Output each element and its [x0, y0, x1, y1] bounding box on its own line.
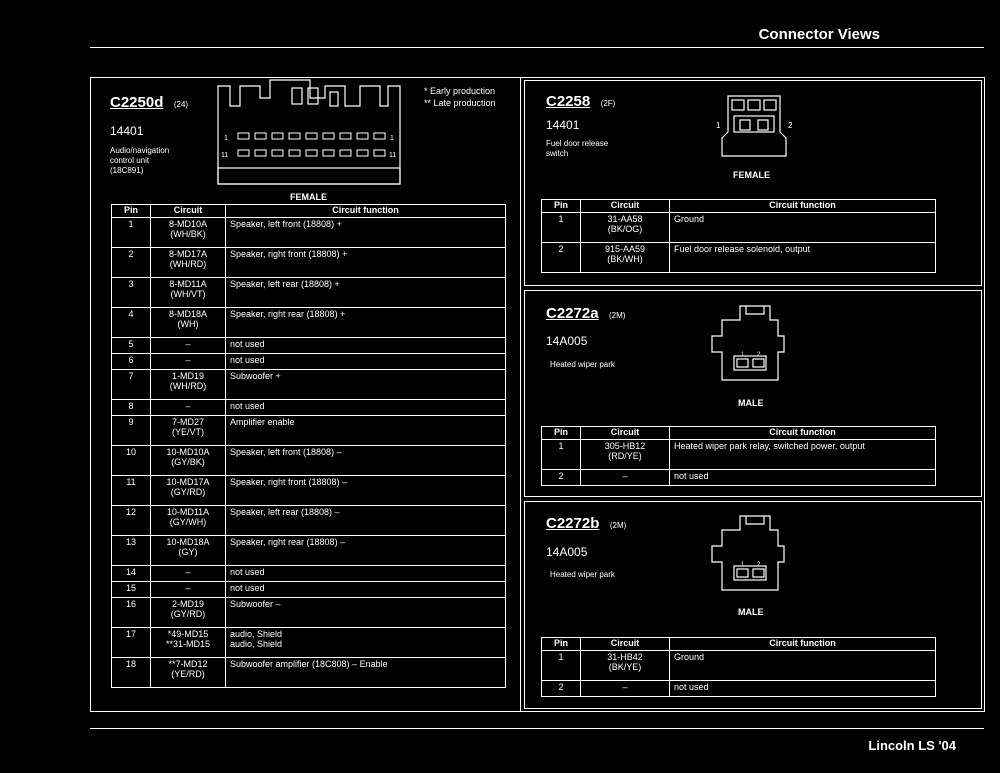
function-text: not used [230, 401, 265, 411]
col-function: Circuit function [670, 638, 936, 651]
circuit-cell [151, 598, 226, 628]
footer-model: Lincoln LS '04 [868, 738, 956, 753]
table-row [112, 628, 506, 658]
circuit-color: (WH/VT) [170, 289, 206, 299]
gender-label: FEMALE [733, 170, 770, 180]
circuit-id: – [185, 583, 191, 593]
legend-late: ** Late production [424, 98, 496, 108]
pin-cell: 5 [112, 338, 151, 354]
pin-cell: 1 [112, 218, 151, 248]
function-cell [226, 628, 506, 658]
function-cell [226, 400, 506, 416]
table-row [542, 470, 936, 486]
function-text: Heated wiper park relay, switched power, output [674, 441, 865, 451]
function-text: not used [674, 682, 709, 692]
function-cell [226, 658, 506, 688]
function-cell [226, 506, 506, 536]
table-row [112, 218, 506, 248]
function-cell [226, 476, 506, 506]
pin-cell: 18 [112, 658, 151, 688]
function-cell [226, 416, 506, 446]
desc-line: (18C891) [110, 166, 144, 175]
function-text: audio, Shield [230, 639, 283, 649]
table-row [112, 506, 506, 536]
circuit-id: – [622, 682, 628, 692]
circuit-id: *49-MD15 [167, 629, 209, 639]
function-cell [226, 370, 506, 400]
table-row [112, 658, 506, 688]
circuit-id: – [185, 339, 191, 349]
table-row [112, 598, 506, 628]
circuit-id: 8-MD17A [168, 249, 207, 259]
connector-c2272b-face [700, 512, 800, 602]
circuit-cell [581, 651, 670, 681]
function-cell [226, 536, 506, 566]
function-text: not used [230, 339, 265, 349]
circuit-cell [151, 446, 226, 476]
circuit-color: (GY/RD) [170, 487, 206, 497]
circuit-id: 8-MD18A [168, 309, 207, 319]
function-text: audio, Shield [230, 629, 283, 639]
circuit-cell [581, 470, 670, 486]
circuit-cell [151, 400, 226, 416]
pin-cell: 4 [112, 308, 151, 338]
circuit-cell [151, 248, 226, 278]
circuit-cell [151, 308, 226, 338]
function-text: Speaker, right front (18808) + [230, 249, 348, 259]
col-circuit: Circuit [581, 427, 670, 440]
circuit-color: (GY) [178, 547, 198, 557]
col-function: Circuit function [670, 200, 936, 213]
pin-cell: 15 [112, 582, 151, 598]
pin-cell: 12 [112, 506, 151, 536]
connector-c2258-face [712, 92, 798, 164]
desc-line: Fuel door release [546, 139, 609, 148]
table-row [112, 278, 506, 308]
function-text: not used [230, 567, 265, 577]
pin-cell: 2 [542, 470, 581, 486]
function-text: Speaker, left rear (18808) – [230, 507, 340, 517]
circuit-cell [151, 218, 226, 248]
circuit-id: 10-MD17A [166, 477, 210, 487]
part-number: 14401 [110, 124, 144, 138]
desc-line: switch [546, 149, 569, 158]
table-row [112, 536, 506, 566]
part-number: 14401 [546, 118, 580, 132]
pin-label: 1 [224, 135, 228, 142]
table-row [112, 248, 506, 278]
gender-label: MALE [738, 398, 764, 408]
function-text: Speaker, left front (18808) – [230, 447, 342, 457]
circuit-color: (WH/BK) [170, 229, 206, 239]
function-text: Amplifier enable [230, 417, 295, 427]
connector-suffix: (2M) [609, 311, 626, 320]
function-text: Ground [674, 652, 705, 662]
pin-cell: 16 [112, 598, 151, 628]
circuit-cell [151, 566, 226, 582]
pin-cell: 6 [112, 354, 151, 370]
circuit-cell [151, 370, 226, 400]
circuit-id: 305-HB12 [604, 441, 646, 451]
circuit-id: 7-MD27 [171, 417, 204, 427]
function-cell [670, 651, 936, 681]
circuit-color: (BK/YE) [608, 662, 642, 672]
function-cell [670, 440, 936, 470]
component-description: Heated wiper park [550, 360, 615, 369]
circuit-color: (WH/RD) [169, 381, 207, 391]
production-legend [424, 85, 496, 109]
function-cell [226, 308, 506, 338]
table-row [542, 213, 936, 243]
circuit-color: (GY/BK) [171, 457, 205, 467]
circuit-color: (RD/YE) [608, 451, 642, 461]
pin-cell: 17 [112, 628, 151, 658]
circuit-cell [151, 536, 226, 566]
circuit-color: (GY/WH) [169, 517, 207, 527]
col-circuit: Circuit [151, 205, 226, 218]
desc-line: Audio/navigation [110, 146, 170, 155]
part-number: 14A005 [546, 334, 588, 348]
circuit-cell [151, 338, 226, 354]
table-row [542, 440, 936, 470]
function-cell [226, 566, 506, 582]
table-row [112, 338, 506, 354]
table-row [112, 400, 506, 416]
pinout-table-c2272b [541, 637, 936, 697]
circuit-id: **7-MD12 [168, 659, 208, 669]
table-row [112, 370, 506, 400]
connector-id: C2272b [546, 515, 600, 532]
pin-label: 2 [757, 562, 761, 568]
function-text: Subwoofer – [230, 599, 281, 609]
pin-label: 11 [389, 152, 397, 159]
table-row [112, 308, 506, 338]
function-cell [226, 278, 506, 308]
table-row [542, 651, 936, 681]
circuit-id: 10-MD18A [166, 537, 210, 547]
connector-c2258-header [546, 93, 615, 111]
table-row [112, 582, 506, 598]
pinout-table-c2258 [541, 199, 936, 273]
circuit-id: 10-MD10A [166, 447, 210, 457]
function-cell [226, 446, 506, 476]
page-title: Connector Views [758, 26, 880, 43]
footer-rule [90, 728, 984, 729]
table-row [542, 681, 936, 697]
circuit-color: (GY/RD) [170, 609, 206, 619]
connector-c2272b-header [546, 515, 626, 533]
circuit-id: 2-MD19 [171, 599, 204, 609]
table-row [112, 446, 506, 476]
pin-label: 1 [741, 562, 745, 568]
col-function: Circuit function [226, 205, 506, 218]
pin-cell: 11 [112, 476, 151, 506]
pinout-table-c2272a [541, 426, 936, 486]
connector-suffix: (2M) [609, 521, 627, 530]
pin-cell: 10 [112, 446, 151, 476]
circuit-cell [581, 440, 670, 470]
circuit-color: (WH/RD) [169, 259, 207, 269]
table-row [542, 243, 936, 273]
pin-cell: 3 [112, 278, 151, 308]
pin-cell: 2 [542, 681, 581, 697]
function-text: Subwoofer + [230, 371, 281, 381]
function-cell [226, 218, 506, 248]
connector-c2250d-face [210, 78, 410, 190]
pin-cell: 8 [112, 400, 151, 416]
function-text: Fuel door release solenoid, output [674, 244, 811, 254]
component-description [110, 146, 169, 176]
connector-id: C2250d [110, 94, 164, 111]
pin-cell: 7 [112, 370, 151, 400]
circuit-color: (BK/OG) [607, 224, 643, 234]
circuit-cell [581, 681, 670, 697]
col-pin: Pin [542, 638, 581, 651]
function-cell [670, 470, 936, 486]
table-row [112, 476, 506, 506]
desc-line: control unit [110, 156, 150, 165]
function-text: Ground [674, 214, 705, 224]
circuit-id: 31-AA58 [607, 214, 643, 224]
circuit-id: – [185, 567, 191, 577]
pin-cell: 14 [112, 566, 151, 582]
function-cell [226, 582, 506, 598]
circuit-color: (YE/VT) [171, 427, 204, 437]
circuit-id: 31-HB42 [607, 652, 643, 662]
connector-c2250d-header [110, 94, 188, 112]
function-cell [670, 681, 936, 697]
gender-label: MALE [738, 607, 764, 617]
function-text: not used [230, 583, 265, 593]
col-function: Circuit function [670, 427, 936, 440]
circuit-id: 915-AA59 [604, 244, 646, 254]
pin-label: 2 [788, 121, 793, 130]
component-description: Heated wiper park [550, 570, 615, 579]
header-rule [90, 47, 984, 48]
function-text: Speaker, left front (18808) + [230, 219, 342, 229]
col-circuit: Circuit [581, 638, 670, 651]
circuit-cell [581, 243, 670, 273]
circuit-cell [151, 658, 226, 688]
circuit-cell [151, 506, 226, 536]
circuit-id: – [185, 355, 191, 365]
connector-id: C2272a [546, 305, 599, 322]
pin-label: 1 [390, 135, 394, 142]
function-text: Speaker, right front (18808) – [230, 477, 348, 487]
col-circuit: Circuit [581, 200, 670, 213]
table-row [112, 416, 506, 446]
function-cell [226, 354, 506, 370]
circuit-color: (BK/WH) [607, 254, 643, 264]
gender-label: FEMALE [290, 192, 327, 202]
column-divider [520, 77, 521, 712]
circuit-id: 1-MD19 [171, 371, 204, 381]
circuit-id: 8-MD11A [169, 279, 207, 289]
function-cell [670, 243, 936, 273]
function-text: not used [674, 471, 709, 481]
circuit-color: (YE/RD) [171, 669, 205, 679]
circuit-color: (WH) [177, 319, 199, 329]
pin-label: 1 [716, 121, 721, 130]
function-cell [226, 338, 506, 354]
col-pin: Pin [112, 205, 151, 218]
pin-cell: 1 [542, 651, 581, 681]
function-text: not used [230, 355, 265, 365]
pin-cell: 2 [542, 243, 581, 273]
circuit-cell [151, 582, 226, 598]
connector-suffix: (24) [173, 100, 189, 109]
pin-label: 2 [757, 352, 761, 358]
pinout-table-c2250d [111, 204, 506, 688]
pin-cell: 2 [112, 248, 151, 278]
circuit-cell [151, 278, 226, 308]
circuit-cell [151, 416, 226, 446]
legend-early: * Early production [424, 86, 496, 96]
table-row [112, 354, 506, 370]
function-text: Speaker, right rear (18808) + [230, 309, 346, 319]
circuit-color: **31-MD15 [165, 639, 211, 649]
connector-c2272a-header [546, 305, 625, 323]
pin-cell: 1 [542, 213, 581, 243]
circuit-cell [581, 213, 670, 243]
part-number: 14A005 [546, 545, 588, 559]
connector-suffix: (2F) [600, 99, 616, 108]
table-row [112, 566, 506, 582]
connector-id: C2258 [546, 93, 591, 110]
function-text: Speaker, right rear (18808) – [230, 537, 346, 547]
circuit-id: 10-MD11A [166, 507, 210, 517]
pin-label: 11 [221, 152, 229, 159]
function-text: Speaker, left rear (18808) + [230, 279, 340, 289]
pin-cell: 9 [112, 416, 151, 446]
function-text: Subwoofer amplifier (18C808) – Enable [230, 659, 388, 669]
pin-cell: 1 [542, 440, 581, 470]
circuit-id: – [185, 401, 191, 411]
pin-cell: 13 [112, 536, 151, 566]
circuit-cell [151, 628, 226, 658]
component-description [546, 139, 608, 159]
pin-label: 1 [741, 352, 745, 358]
col-pin: Pin [542, 200, 581, 213]
function-cell [226, 598, 506, 628]
circuit-cell [151, 354, 226, 370]
connector-c2272a-face [700, 300, 800, 390]
function-cell [670, 213, 936, 243]
circuit-id: 8-MD10A [168, 219, 207, 229]
circuit-id: – [622, 471, 628, 481]
function-cell [226, 248, 506, 278]
col-pin: Pin [542, 427, 581, 440]
circuit-cell [151, 476, 226, 506]
